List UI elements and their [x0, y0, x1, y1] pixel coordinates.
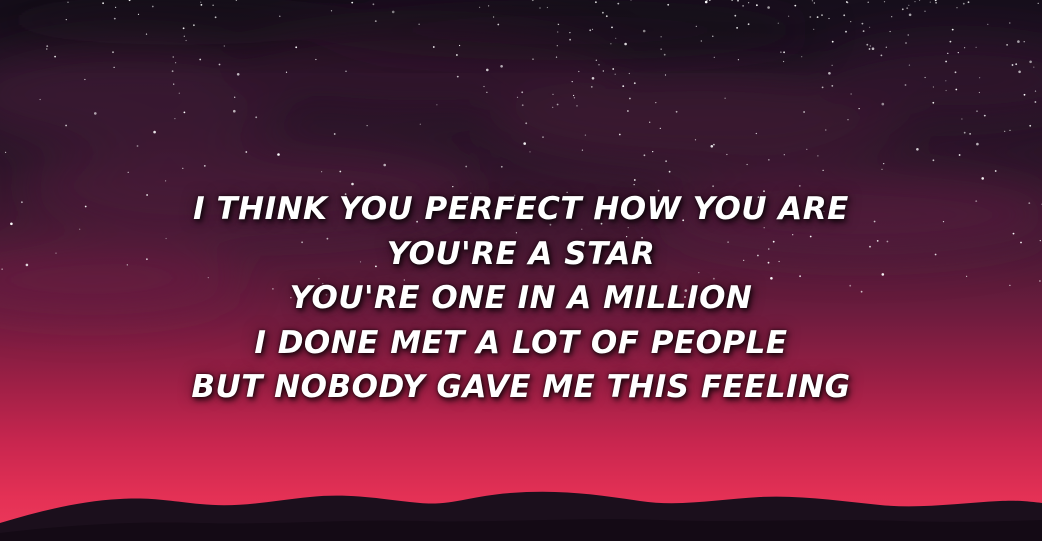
- star: [558, 24, 559, 25]
- star: [392, 11, 395, 14]
- star: [644, 154, 646, 156]
- star: [552, 107, 553, 108]
- star: [184, 112, 186, 114]
- star: [532, 59, 533, 60]
- star: [823, 170, 824, 171]
- star: [204, 165, 206, 167]
- star: [872, 47, 875, 50]
- star: [891, 16, 892, 17]
- star: [493, 16, 494, 17]
- star: [603, 70, 604, 71]
- star: [933, 86, 934, 87]
- star: [756, 4, 758, 6]
- star: [981, 177, 984, 180]
- star: [582, 150, 583, 151]
- star: [845, 31, 847, 33]
- star: [869, 48, 871, 50]
- star: [886, 47, 887, 48]
- star: [909, 14, 912, 17]
- star: [832, 41, 834, 43]
- star: [736, 27, 738, 29]
- lyric-line-5: BUT NOBODY GAVE ME THIS FEELING: [191, 369, 851, 405]
- star: [661, 49, 662, 50]
- star: [351, 2, 353, 4]
- star: [315, 59, 316, 60]
- star: [863, 30, 865, 32]
- star: [851, 93, 852, 94]
- star: [129, 0, 131, 1]
- star: [547, 7, 548, 8]
- star: [321, 171, 322, 172]
- star: [881, 55, 883, 57]
- star: [919, 0, 920, 1]
- star: [737, 0, 739, 2]
- star: [806, 149, 807, 150]
- star: [339, 171, 341, 173]
- star: [66, 19, 67, 20]
- star: [813, 29, 814, 30]
- star: [173, 84, 174, 85]
- star: [556, 57, 557, 58]
- star: [726, 154, 727, 155]
- star: [712, 36, 713, 37]
- star: [521, 91, 523, 93]
- star: [137, 145, 139, 147]
- star: [964, 132, 966, 134]
- star: [784, 154, 785, 155]
- star: [846, 1, 848, 3]
- star: [832, 65, 833, 66]
- star: [1017, 40, 1020, 43]
- star: [946, 90, 947, 91]
- star: [828, 18, 829, 19]
- star: [984, 115, 986, 117]
- star: [569, 32, 570, 33]
- star: [523, 142, 526, 145]
- star: [1029, 125, 1031, 127]
- lyric-line-2: YOU'RE A STAR: [386, 235, 656, 272]
- star: [457, 76, 459, 78]
- star: [102, 2, 104, 4]
- star: [950, 41, 952, 43]
- star: [1018, 71, 1021, 74]
- star: [456, 54, 458, 56]
- star: [5, 152, 6, 153]
- star: [611, 27, 613, 29]
- star: [525, 122, 527, 124]
- star: [589, 29, 591, 31]
- star: [881, 169, 882, 170]
- star: [660, 128, 661, 129]
- star: [622, 85, 624, 87]
- star: [592, 77, 595, 80]
- star: [742, 5, 744, 7]
- star: [186, 40, 187, 41]
- star: [1024, 41, 1025, 42]
- star: [866, 44, 868, 46]
- star: [882, 103, 885, 106]
- star: [295, 46, 297, 48]
- star: [959, 154, 961, 156]
- star: [862, 23, 864, 25]
- star: [924, 11, 925, 12]
- star: [1033, 67, 1034, 68]
- star: [602, 12, 604, 14]
- star: [517, 97, 518, 98]
- star: [783, 61, 784, 62]
- star: [812, 0, 813, 1]
- star: [619, 134, 621, 136]
- star: [664, 54, 666, 56]
- star: [696, 26, 697, 27]
- star: [610, 43, 611, 44]
- star: [945, 80, 946, 81]
- star: [153, 131, 156, 134]
- star: [115, 7, 116, 8]
- star: [734, 15, 736, 17]
- lyrics-block: [0, 187, 1042, 410]
- star: [905, 84, 907, 86]
- star: [643, 30, 646, 33]
- star: [184, 36, 185, 37]
- star: [1024, 94, 1026, 96]
- star: [375, 20, 377, 22]
- star: [595, 1, 597, 3]
- star: [578, 71, 579, 72]
- star: [701, 40, 702, 41]
- star: [173, 56, 174, 57]
- star: [1006, 44, 1008, 46]
- star: [245, 151, 247, 153]
- star: [768, 159, 769, 160]
- star: [532, 0, 534, 1]
- star: [831, 85, 833, 87]
- star: [585, 135, 586, 136]
- star: [1035, 91, 1036, 92]
- star: [783, 51, 785, 53]
- star: [627, 110, 629, 112]
- star: [788, 16, 789, 17]
- star: [655, 102, 656, 103]
- star: [128, 172, 129, 173]
- star: [695, 139, 696, 140]
- star: [935, 0, 937, 1]
- star: [277, 153, 280, 156]
- star: [930, 1, 931, 2]
- star: [634, 179, 636, 181]
- star: [65, 125, 67, 127]
- star: [933, 159, 935, 161]
- star: [183, 27, 185, 29]
- star: [591, 86, 593, 88]
- star: [237, 73, 240, 76]
- star: [179, 93, 180, 94]
- star: [822, 87, 824, 89]
- star: [199, 59, 201, 61]
- star: [501, 166, 503, 168]
- star: [667, 4, 669, 6]
- star: [794, 5, 796, 7]
- star: [612, 68, 614, 70]
- star: [617, 3, 619, 5]
- star: [114, 67, 115, 68]
- star: [979, 92, 980, 93]
- star: [713, 144, 715, 146]
- star: [201, 4, 203, 6]
- star: [255, 116, 257, 118]
- star: [479, 7, 480, 8]
- star: [634, 184, 635, 185]
- star: [801, 56, 802, 57]
- star: [968, 1, 970, 3]
- star: [828, 72, 831, 75]
- star: [963, 3, 965, 5]
- star: [1004, 131, 1005, 132]
- star: [767, 6, 770, 9]
- star: [748, 23, 750, 25]
- star: [486, 92, 487, 93]
- star: [138, 14, 139, 15]
- star: [884, 1, 885, 2]
- star: [46, 48, 47, 49]
- star: [738, 59, 739, 60]
- star: [488, 5, 489, 6]
- star: [914, 1, 915, 2]
- star: [331, 10, 332, 11]
- star: [572, 81, 573, 82]
- star: [557, 104, 559, 106]
- star: [624, 43, 627, 46]
- star: [906, 7, 908, 9]
- star: [935, 2, 937, 4]
- star: [890, 31, 891, 32]
- star: [665, 74, 666, 75]
- star: [756, 133, 757, 134]
- lyric-line-1: I THINK YOU PERFECT HOW YOU ARE: [193, 191, 849, 227]
- star: [956, 7, 957, 8]
- star: [976, 47, 977, 48]
- star: [711, 145, 714, 148]
- star: [707, 0, 708, 1]
- star: [952, 29, 954, 31]
- star: [925, 77, 926, 78]
- star: [995, 170, 997, 172]
- star: [908, 5, 909, 6]
- star: [869, 27, 870, 28]
- star: [465, 166, 467, 168]
- star: [909, 65, 910, 66]
- star: [286, 72, 287, 73]
- star: [825, 129, 826, 130]
- star: [987, 24, 988, 25]
- star: [958, 52, 959, 53]
- star: [233, 110, 236, 113]
- star: [539, 7, 540, 8]
- star: [598, 64, 599, 65]
- star: [40, 99, 41, 100]
- star: [1009, 130, 1010, 131]
- star: [748, 2, 749, 3]
- star: [213, 5, 214, 6]
- star: [843, 14, 845, 16]
- star: [174, 118, 175, 119]
- star: [945, 61, 947, 63]
- mountain-silhouette: [0, 471, 1042, 541]
- star: [152, 6, 154, 8]
- star: [215, 16, 217, 18]
- star: [351, 183, 354, 186]
- star: [557, 31, 558, 32]
- star: [84, 79, 85, 80]
- star: [172, 70, 174, 72]
- star: [236, 0, 237, 1]
- star: [652, 151, 653, 152]
- star: [630, 0, 631, 1]
- star: [367, 125, 368, 126]
- lyric-line-4: I DONE MET A LOT OF PEOPLE: [254, 324, 788, 361]
- star: [592, 29, 593, 30]
- star: [1015, 63, 1017, 65]
- star: [747, 164, 748, 165]
- star: [486, 69, 489, 72]
- star: [606, 15, 608, 17]
- star: [932, 102, 934, 104]
- star: [916, 148, 919, 151]
- star: [961, 118, 962, 119]
- star: [420, 124, 421, 125]
- star: [850, 21, 851, 22]
- star: [714, 57, 715, 58]
- star: [596, 60, 597, 61]
- star: [419, 24, 420, 25]
- star: [979, 77, 980, 78]
- star: [112, 51, 114, 53]
- star: [709, 0, 711, 1]
- star: [497, 24, 499, 26]
- star: [964, 47, 965, 48]
- star: [661, 36, 662, 37]
- star: [557, 45, 558, 46]
- star: [859, 108, 860, 109]
- star: [175, 62, 176, 63]
- star: [569, 39, 571, 41]
- star: [669, 171, 671, 173]
- star: [552, 94, 553, 95]
- star: [483, 86, 484, 87]
- star: [1038, 3, 1039, 4]
- star: [803, 111, 805, 113]
- star: [574, 97, 575, 98]
- star: [817, 155, 818, 156]
- star: [976, 111, 977, 112]
- star: [809, 16, 811, 18]
- star: [615, 38, 616, 39]
- star: [1029, 61, 1032, 64]
- star: [224, 45, 225, 46]
- star: [955, 71, 957, 73]
- star: [573, 95, 574, 96]
- star: [905, 42, 907, 44]
- star: [676, 111, 678, 113]
- star: [383, 164, 386, 167]
- star: [868, 2, 869, 3]
- star: [165, 180, 166, 181]
- star: [433, 46, 435, 48]
- star: [883, 163, 884, 164]
- star: [870, 45, 871, 46]
- star: [146, 34, 147, 35]
- star: [780, 52, 781, 53]
- star: [279, 16, 280, 17]
- star: [182, 168, 183, 169]
- star: [814, 2, 815, 3]
- star: [54, 56, 56, 58]
- star: [1012, 64, 1014, 66]
- star: [902, 8, 904, 10]
- star: [778, 23, 779, 24]
- star: [200, 2, 201, 3]
- star: [114, 18, 116, 20]
- star: [373, 3, 375, 5]
- star: [1035, 101, 1037, 103]
- star: [725, 98, 726, 99]
- star: [46, 45, 48, 47]
- star: [629, 98, 631, 100]
- star: [576, 105, 577, 106]
- star: [947, 53, 948, 54]
- star: [345, 71, 346, 72]
- star: [629, 73, 630, 74]
- star: [459, 45, 460, 46]
- star: [94, 112, 97, 115]
- star: [732, 0, 733, 1]
- star: [908, 34, 909, 35]
- star: [847, 119, 848, 120]
- star: [649, 122, 650, 123]
- star: [334, 133, 336, 135]
- star: [976, 143, 979, 146]
- star: [193, 24, 195, 26]
- star: [67, 2, 68, 3]
- star: [634, 82, 636, 84]
- star: [219, 64, 221, 66]
- star: [522, 104, 524, 106]
- star: [969, 133, 971, 135]
- star: [500, 65, 503, 68]
- star: [955, 89, 957, 91]
- star: [705, 1, 708, 4]
- star: [542, 136, 544, 138]
- star: [817, 16, 819, 18]
- star: [665, 160, 667, 162]
- star: [436, 104, 437, 105]
- star: [234, 97, 235, 98]
- star: [1009, 22, 1010, 23]
- star: [529, 151, 530, 152]
- star: [615, 74, 616, 75]
- star: [821, 14, 823, 16]
- lyric-line-3: YOU'RE ONE IN A MILLION: [289, 280, 753, 316]
